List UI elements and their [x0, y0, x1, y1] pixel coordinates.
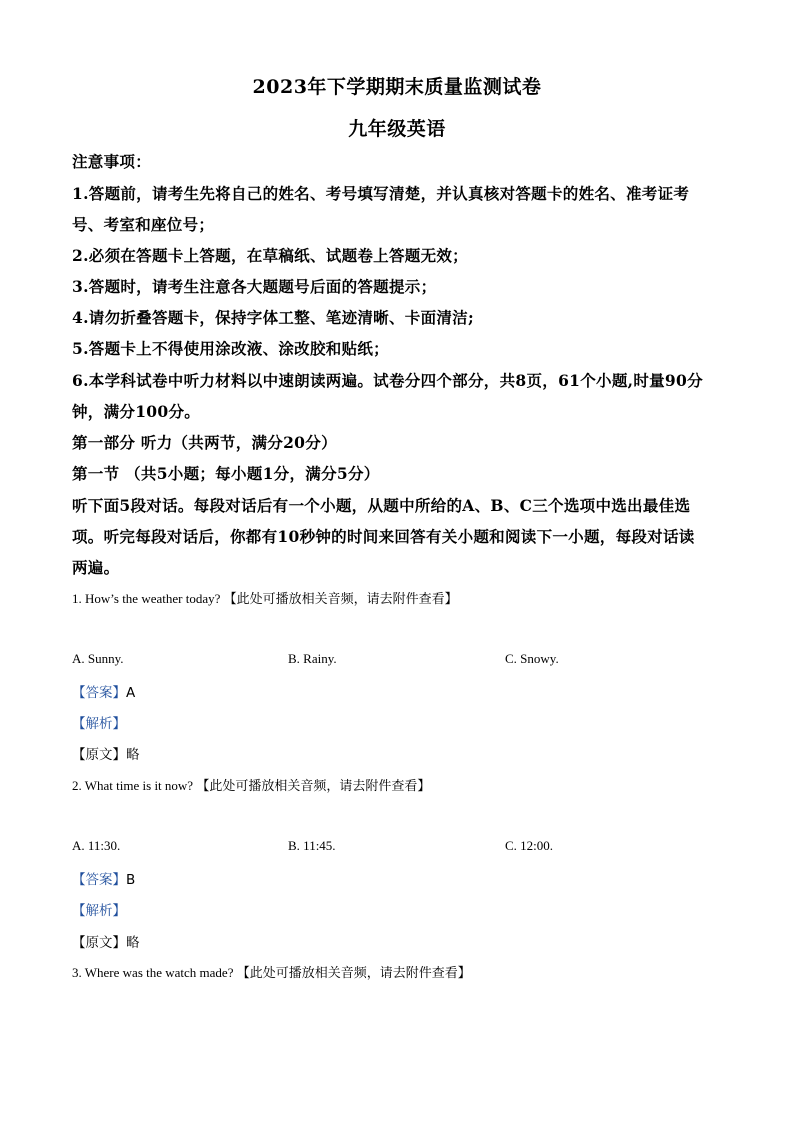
- answer-value: B: [126, 872, 136, 888]
- original-value: 略: [126, 747, 140, 763]
- option-b: B. 11:45.: [288, 838, 336, 853]
- directions-line: 项。听完每段对话后，你都有10秒钟的时间来回答有关小题和阅读下一小题，每段对话读: [72, 527, 695, 546]
- analysis-label: 【解析】: [72, 903, 126, 919]
- audio-note[interactable]: 【此处可播放相关音频，请去附件查看】: [236, 966, 471, 981]
- answer-value: A: [126, 685, 136, 701]
- answer-label: 【答案】: [72, 685, 126, 701]
- option-c: C. 12:00.: [505, 838, 554, 853]
- instruction-line: 2.必须在答题卡上答题，在草稿纸、试题卷上答题无效；: [72, 246, 468, 265]
- question-stem: 3. Where was the watch made?: [72, 965, 234, 980]
- analysis-label: 【解析】: [72, 716, 126, 732]
- instruction-line: 号、考室和座位号；: [72, 215, 215, 234]
- instructions-heading: 注意事项：: [72, 152, 152, 171]
- original-row: [72, 931, 140, 951]
- analysis-row: [72, 712, 126, 732]
- original-value: 略: [126, 935, 140, 951]
- part-title: 第一部分 听力（共两节，满分20分）: [72, 433, 337, 452]
- question-stem: 1. How’s the weather today?: [72, 591, 221, 606]
- original-label: 【原文】: [72, 935, 126, 951]
- instruction-line: 钟，满分100分。: [72, 402, 201, 421]
- audio-note[interactable]: 【此处可播放相关音频，请去附件查看】: [223, 592, 458, 607]
- answer-label: 【答案】: [72, 872, 126, 888]
- instruction-line: 4.请勿折叠答题卡，保持字体工整、笔迹清晰、卡面清洁;: [72, 308, 475, 327]
- instruction-line: 6.本学科试卷中听力材料以中速朗读两遍。试卷分四个部分，共8页，61个小题,时量90分: [72, 371, 703, 390]
- section-subtitle: 第一节 （共5小题；每小题1分，满分5分）: [72, 464, 380, 483]
- option-a: A. 11:30.: [72, 838, 121, 853]
- audio-note[interactable]: 【此处可播放相关音频，请去附件查看】: [196, 779, 431, 794]
- option-b: B. Rainy.: [288, 651, 337, 666]
- option-a: A. Sunny.: [72, 651, 124, 666]
- exam-subtitle: 九年级英语: [348, 118, 446, 140]
- directions-line: 听下面5段对话。每段对话后有一个小题，从题中所给的A、B、C三个选项中选出最佳选: [72, 496, 691, 515]
- instruction-line: 5.答题卡上不得使用涂改液、涂改胶和贴纸；: [72, 339, 389, 358]
- directions-line: 两遍。: [72, 558, 120, 577]
- question-1: [72, 588, 458, 607]
- analysis-row: [72, 899, 126, 919]
- exam-title: 2023年下学期期末质量监测试卷: [252, 76, 542, 98]
- instruction-line: 1.答题前，请考生先将自己的姓名、考号填写清楚，并认真核对答题卡的姓名、准考证考: [72, 184, 690, 203]
- answer-row: [72, 868, 135, 888]
- option-c: C. Snowy.: [505, 651, 559, 666]
- question-stem: 2. What time is it now?: [72, 778, 194, 793]
- original-label: 【原文】: [72, 747, 126, 763]
- original-row: [72, 743, 140, 763]
- question-3: [72, 962, 471, 981]
- answer-row: [72, 681, 135, 701]
- instruction-line: 3.答题时，请考生注意各大题题号后面的答题提示；: [72, 277, 437, 296]
- question-2: [72, 775, 430, 794]
